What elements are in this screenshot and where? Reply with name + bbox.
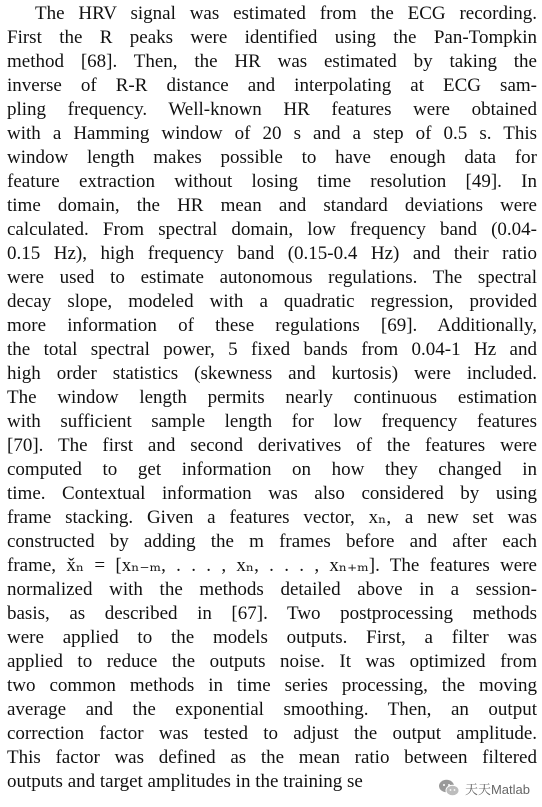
text-line: window length makes possible to have enough data for [7, 147, 537, 168]
text-line: were used to estimate autonomous regulations. The spectral [7, 267, 537, 288]
text-line: applied to reduce the outputs noise. It was optimized from [7, 651, 537, 672]
text-line: constructed by adding the m frames before and after each [7, 531, 537, 552]
text-line: 0.15 Hz), high frequency band (0.15-0.4 Hz) and their ratio [7, 243, 537, 264]
text-line: outputs and target amplitudes in the training se [7, 771, 363, 792]
watermark-text: 天天Matlab [464, 781, 530, 797]
text-line: First the R peaks were identified using the Pan-Tompkin [7, 27, 537, 48]
text-line: time domain, the HR mean and standard deviations were [7, 195, 537, 216]
text-line: computed to get information on how they changed in [7, 459, 537, 480]
text-line: correction factor was tested to adjust the output amplitude. [7, 723, 537, 744]
text-line: inverse of R-R distance and interpolating at ECG sam- [7, 75, 537, 96]
text-line: high order statistics (skewness and kurtosis) were included. [7, 363, 537, 384]
text-line: method [68]. Then, the HR was estimated by taking the [7, 51, 537, 72]
text-line: basis, as described in [67]. Two postprocessing methods [7, 603, 537, 624]
text-line: normalized with the methods detailed above in a session- [7, 579, 537, 600]
text-line: two common methods in time series processing, the moving [7, 675, 537, 696]
text-line: This factor was defined as the mean ratio between filtered [7, 747, 537, 768]
text-line: pling frequency. Well-known HR features were obtained [7, 99, 537, 120]
text-line: time. Contextual information was also considered by using [7, 483, 537, 504]
text-line: frame stacking. Given a features vector, xₙ, a new set was [7, 507, 537, 528]
text-line: the total spectral power, 5 fixed bands from 0.04-1 Hz and [7, 339, 537, 360]
wechat-icon [438, 778, 460, 798]
watermark [434, 773, 536, 803]
text-line: with a Hamming window of 20 s and a step of 0.5 s. This [7, 123, 537, 144]
text-line: with sufficient sample length for low frequency features [7, 411, 537, 432]
text-line: calculated. From spectral domain, low frequency band (0.04- [7, 219, 537, 240]
text-line: more information of these regulations [69]. Additionally, [7, 315, 537, 336]
text-line: frame, x̌ₙ = [xₙ₋ₘ, . . . , xₙ, . . . , xₙ₊ₘ]. The features were [7, 555, 537, 576]
text-line: The window length permits nearly continuous estimation [7, 387, 537, 408]
text-line: average and the exponential smoothing. Then, an output [7, 699, 537, 720]
text-line: were applied to the models outputs. First, a filter was [7, 627, 537, 648]
text-line: decay slope, modeled with a quadratic regression, provided [7, 291, 537, 312]
text-line: The HRV signal was estimated from the ECG recording. [35, 3, 537, 24]
text-line: feature extraction without losing time resolution [49]. In [7, 171, 537, 192]
text-line: [70]. The first and second derivatives of the features were [7, 435, 537, 456]
